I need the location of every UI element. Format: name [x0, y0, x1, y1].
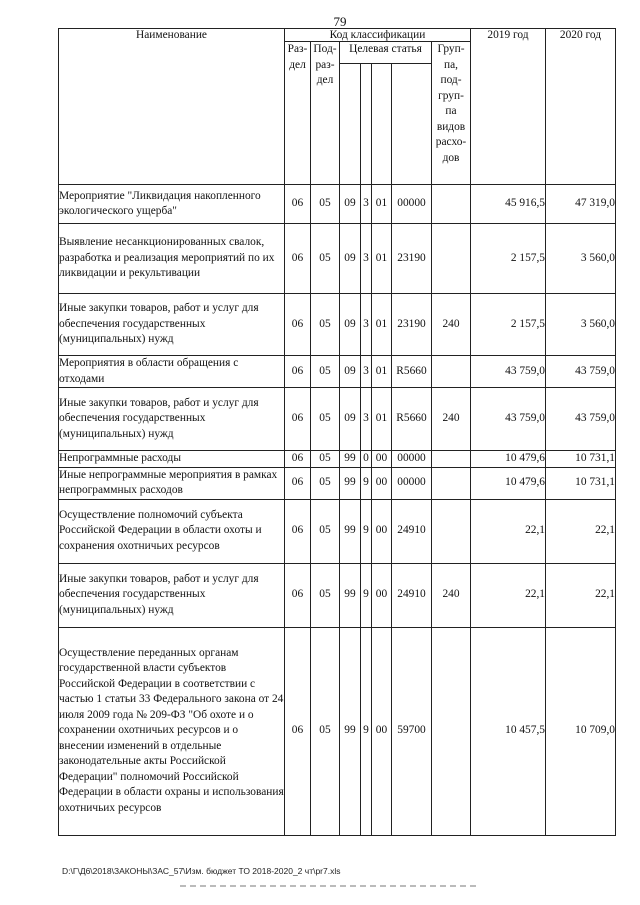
- row-podrazdel: 05: [311, 294, 340, 356]
- row-amount-2019: 43 759,0: [471, 388, 546, 451]
- row-target-program: 09: [340, 185, 361, 224]
- row-amount-2020: 10 731,1: [546, 451, 616, 468]
- row-amount-2019: 2 157,5: [471, 224, 546, 294]
- row-target-program: 09: [340, 294, 361, 356]
- row-expense-group: [432, 467, 471, 499]
- page-number: 79: [333, 14, 347, 29]
- row-razdel: 06: [285, 563, 311, 627]
- row-target-program: 99: [340, 467, 361, 499]
- row-target-program: 99: [340, 627, 361, 835]
- table-row: [59, 499, 616, 563]
- row-podrazdel: 05: [311, 563, 340, 627]
- row-expense-group: 240: [432, 294, 471, 356]
- row-target-code: 00000: [392, 185, 432, 224]
- header-name: Наименование: [59, 29, 285, 185]
- row-podrazdel: 05: [311, 451, 340, 468]
- table-row: [59, 627, 616, 835]
- row-target-direction: 01: [372, 388, 392, 451]
- header-blank: [340, 64, 361, 185]
- row-expense-group: [432, 185, 471, 224]
- row-amount-2019: 10 479,6: [471, 467, 546, 499]
- row-target-direction: 01: [372, 185, 392, 224]
- row-target-subprogram: 3: [361, 294, 372, 356]
- row-amount-2019: 22,1: [471, 563, 546, 627]
- row-amount-2019: 10 457,5: [471, 627, 546, 835]
- row-name: Иные закупки товаров, работ и услуг для обеспечения государственных (муниципальных) нужд: [59, 294, 285, 356]
- table-row: [59, 388, 616, 451]
- header-section: Раз- дел: [285, 42, 311, 185]
- row-target-program: 99: [340, 451, 361, 468]
- row-razdel: 06: [285, 467, 311, 499]
- table-row: [59, 185, 616, 224]
- row-target-direction: 00: [372, 467, 392, 499]
- row-target-program: 99: [340, 563, 361, 627]
- row-target-subprogram: 3: [361, 388, 372, 451]
- row-amount-2019: 22,1: [471, 499, 546, 563]
- row-amount-2019: 43 759,0: [471, 356, 546, 388]
- row-target-code: 24910: [392, 563, 432, 627]
- row-expense-group: [432, 451, 471, 468]
- row-razdel: 06: [285, 451, 311, 468]
- row-amount-2019: 2 157,5: [471, 294, 546, 356]
- row-expense-group: [432, 499, 471, 563]
- row-podrazdel: 05: [311, 185, 340, 224]
- table-row: [59, 467, 616, 499]
- row-target-direction: 01: [372, 224, 392, 294]
- row-expense-group: [432, 356, 471, 388]
- row-target-subprogram: 3: [361, 185, 372, 224]
- row-target-subprogram: 9: [361, 563, 372, 627]
- row-name: Осуществление полномочий субъекта Российской Федерации в области охоты и сохранения охотничьих ресурсов: [59, 499, 285, 563]
- row-razdel: 06: [285, 294, 311, 356]
- row-target-code: R5660: [392, 356, 432, 388]
- row-target-program: 09: [340, 388, 361, 451]
- row-podrazdel: 05: [311, 388, 340, 451]
- header-classification: Код классификации: [285, 29, 471, 42]
- row-expense-group: [432, 224, 471, 294]
- header-blank: [372, 64, 392, 185]
- row-target-code: 23190: [392, 224, 432, 294]
- row-name: Выявление несанкционированных свалок, разработка и реализация мероприятий по их ликвидации и рекультивации: [59, 224, 285, 294]
- row-name: Мероприятие "Ликвидация накопленного экологического ущерба": [59, 185, 285, 224]
- row-amount-2020: 43 759,0: [546, 356, 616, 388]
- row-amount-2020: 10 731,1: [546, 467, 616, 499]
- row-name: Непрограммные расходы: [59, 451, 285, 468]
- row-target-subprogram: 9: [361, 499, 372, 563]
- file-path-footer: D:\Г\Д6\2018\ЗАКОНЫ\ЗАС_57\Изм. бюджет ТО 2018-2020_2 чт\pr7.xls: [62, 866, 341, 876]
- table-row: [59, 224, 616, 294]
- header-target-item: Целевая статья: [340, 42, 432, 64]
- row-podrazdel: 05: [311, 499, 340, 563]
- row-razdel: 06: [285, 356, 311, 388]
- row-amount-2020: 3 560,0: [546, 294, 616, 356]
- row-razdel: 06: [285, 185, 311, 224]
- row-target-direction: 00: [372, 499, 392, 563]
- row-target-code: 59700: [392, 627, 432, 835]
- header-2020: 2020 год: [546, 29, 616, 185]
- row-razdel: 06: [285, 388, 311, 451]
- row-name: Мероприятия в области обращения с отходами: [59, 356, 285, 388]
- row-target-direction: 00: [372, 627, 392, 835]
- row-target-subprogram: 3: [361, 224, 372, 294]
- row-podrazdel: 05: [311, 356, 340, 388]
- row-target-subprogram: 9: [361, 467, 372, 499]
- row-amount-2020: 10 709,0: [546, 627, 616, 835]
- row-target-program: 09: [340, 224, 361, 294]
- row-amount-2019: 45 916,5: [471, 185, 546, 224]
- table-row: [59, 563, 616, 627]
- table-row: [59, 294, 616, 356]
- table-row: [59, 451, 616, 468]
- budget-table: [58, 28, 616, 836]
- row-podrazdel: 05: [311, 224, 340, 294]
- row-amount-2020: 3 560,0: [546, 224, 616, 294]
- row-target-direction: 00: [372, 451, 392, 468]
- row-name: Иные закупки товаров, работ и услуг для обеспечения государственных (муниципальных) нужд: [59, 563, 285, 627]
- row-name: Иные непрограммные мероприятия в рамках непрограммных расходов: [59, 467, 285, 499]
- row-amount-2020: 22,1: [546, 563, 616, 627]
- row-amount-2020: 22,1: [546, 499, 616, 563]
- row-amount-2019: 10 479,6: [471, 451, 546, 468]
- row-target-subprogram: 0: [361, 451, 372, 468]
- row-target-code: R5660: [392, 388, 432, 451]
- row-target-code: 00000: [392, 451, 432, 468]
- header-expense-group: Груп- па, под- груп- па видов расхо- дов: [432, 42, 471, 185]
- row-razdel: 06: [285, 627, 311, 835]
- row-podrazdel: 05: [311, 627, 340, 835]
- row-name: Осуществление переданных органам государственной власти субъектов Российской Федерации в соответствии с частью 1 статьи 33 Федерального закона от 24 июля 2009 года № 209-ФЗ "Об охоте и о сохранении охотничьих ресурсов и о внесении изменений в отдельные законодательные акты Российской Федерации" полномочий Российской Федерации в области охраны и использования охотничьих ресурсов: [59, 627, 285, 835]
- scan-artifact: [180, 885, 480, 887]
- row-target-code: 24910: [392, 499, 432, 563]
- row-target-code: 00000: [392, 467, 432, 499]
- row-amount-2020: 47 319,0: [546, 185, 616, 224]
- row-target-direction: 01: [372, 294, 392, 356]
- row-target-direction: 01: [372, 356, 392, 388]
- header-blank: [361, 64, 372, 185]
- row-target-program: 99: [340, 499, 361, 563]
- row-target-program: 09: [340, 356, 361, 388]
- header-2019: 2019 год: [471, 29, 546, 185]
- row-target-code: 23190: [392, 294, 432, 356]
- row-razdel: 06: [285, 224, 311, 294]
- row-expense-group: [432, 627, 471, 835]
- row-podrazdel: 05: [311, 467, 340, 499]
- row-target-subprogram: 9: [361, 627, 372, 835]
- row-target-subprogram: 3: [361, 356, 372, 388]
- header-blank: [392, 64, 432, 185]
- row-name: Иные закупки товаров, работ и услуг для обеспечения государственных (муниципальных) нужд: [59, 388, 285, 451]
- table-row: [59, 356, 616, 388]
- row-expense-group: 240: [432, 388, 471, 451]
- row-expense-group: 240: [432, 563, 471, 627]
- row-amount-2020: 43 759,0: [546, 388, 616, 451]
- row-target-direction: 00: [372, 563, 392, 627]
- row-razdel: 06: [285, 499, 311, 563]
- header-subsection: Под- раз- дел: [311, 42, 340, 185]
